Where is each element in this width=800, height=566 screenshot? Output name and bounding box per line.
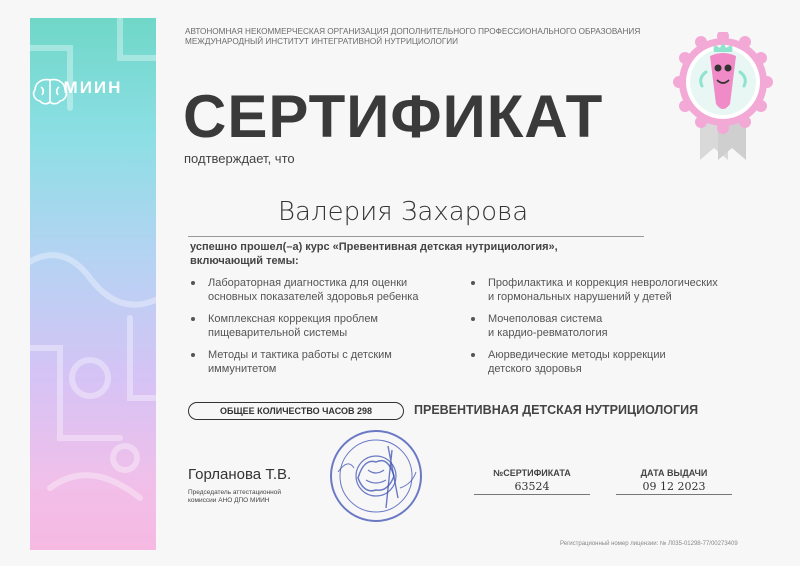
issue-date-underline xyxy=(616,494,732,495)
decorative-side-band xyxy=(30,18,156,550)
signer-name: Горланова Т.В. xyxy=(188,466,292,483)
topic-item: Профилактика и коррекция неврологических и гормональных нарушений у детей xyxy=(470,276,770,304)
topic-item: Лабораторная диагностика для оценки основных показателей здоровья ребенка xyxy=(190,276,460,304)
issue-date-value: 09 12 2023 xyxy=(642,480,706,493)
certificate-number-label: №СЕРТИФИКАТА xyxy=(493,468,571,478)
total-hours-badge: ОБЩЕЕ КОЛИЧЕСТВО ЧАСОВ 298 xyxy=(188,402,404,420)
institute-logo xyxy=(30,76,156,98)
topic-item: Комплексная коррекция проблем пищеварительной системы xyxy=(190,312,460,340)
certificate-number-field xyxy=(474,468,590,495)
course-description xyxy=(190,240,558,268)
certificate-number-value: 63524 xyxy=(514,480,550,493)
organization-line-2: МЕЖДУНАРОДНЫЙ ИНСТИТУТ ИНТЕГРАТИВНОЙ НУТРИЦИОЛОГИИ xyxy=(185,37,459,46)
official-stamp xyxy=(328,428,424,524)
name-underline xyxy=(188,236,644,237)
organization-name xyxy=(185,27,640,47)
certificate-number-underline xyxy=(474,494,590,495)
brain-icon xyxy=(30,76,70,108)
topics-right-column xyxy=(470,276,770,384)
signer-title: Председатель аттестационной комиссии АНО ДПО МИИН xyxy=(188,489,281,504)
confirms-text: подтверждает, что xyxy=(184,151,295,166)
topic-item: Аюрведические методы коррекции детского здоровья xyxy=(470,348,770,376)
course-name: ПРЕВЕНТИВНАЯ ДЕТСКАЯ НУТРИЦИОЛОГИЯ xyxy=(414,403,699,417)
course-line-2: включающий темы: xyxy=(190,255,299,267)
award-seal-icon xyxy=(668,32,778,162)
issue-date-label: ДАТА ВЫДАЧИ xyxy=(640,468,708,478)
course-line-1: успешно прошел(–а) курс «Превентивная детская нутрициология», xyxy=(190,241,558,253)
topic-item: Методы и тактика работы с детским иммунитетом xyxy=(190,348,460,376)
topics-left-column xyxy=(190,276,460,384)
recipient-name: Валерия Захарова xyxy=(278,197,529,227)
issue-date-field xyxy=(616,468,732,495)
certificate-title: СЕРТИФИКАТ xyxy=(183,83,604,150)
topic-item: Мочеполовая система и кардио-ревматология xyxy=(470,312,770,340)
license-number: Регистрационный номер лицензии: № Л035-01298-77/00273409 xyxy=(560,541,738,547)
logo-text: МИИН xyxy=(63,78,123,97)
organization-line-1: АВТОНОМНАЯ НЕКОММЕРЧЕСКАЯ ОРГАНИЗАЦИЯ ДОПОЛНИТЕЛЬНОГО ПРОФЕССИОНАЛЬНОГО ОБРАЗОВАНИЯ xyxy=(185,27,641,36)
